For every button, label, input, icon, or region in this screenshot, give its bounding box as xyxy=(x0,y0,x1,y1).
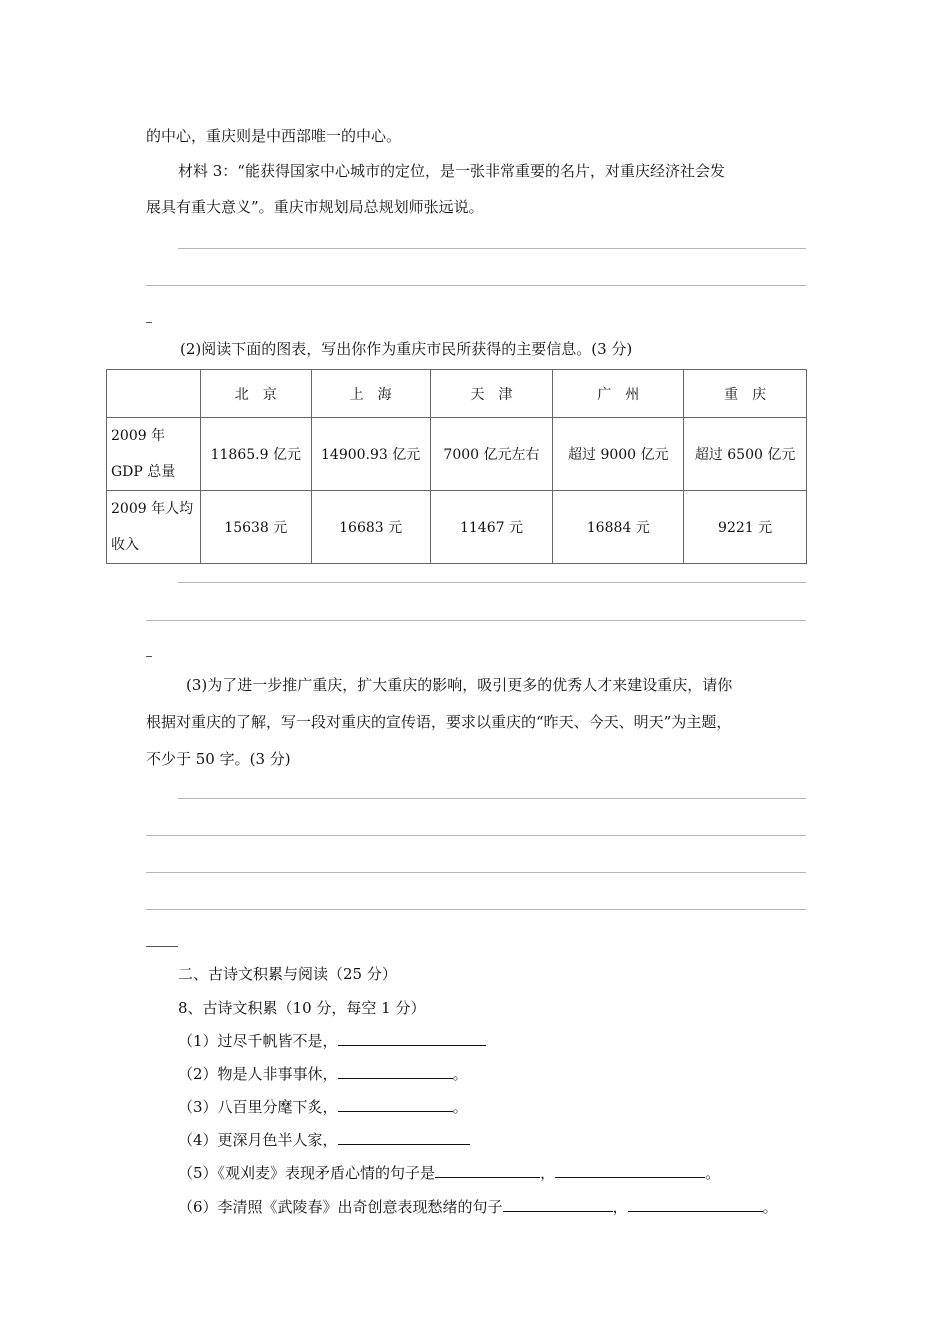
fill-blank[interactable] xyxy=(628,1197,763,1212)
column-header: 重 庆 xyxy=(684,370,807,418)
table-cell: 16683 元 xyxy=(311,491,430,564)
item-end: 。 xyxy=(762,1198,778,1216)
answer-line-end xyxy=(146,946,178,947)
column-header: 天 津 xyxy=(430,370,553,418)
answer-line[interactable] xyxy=(146,285,806,286)
section2-title: 二、古诗文积累与阅读（25 分） xyxy=(178,965,397,983)
material3-line2: 展具有重大意义”。重庆市规划局总规划师张远说。 xyxy=(146,198,484,216)
table-cell: 15638 元 xyxy=(200,491,311,564)
q2-prompt: (2)阅读下面的图表，写出你作为重庆市民所获得的主要信息。(3 分) xyxy=(180,340,633,358)
gdp-table xyxy=(106,369,807,564)
table-cell: 超过 9000 亿元 xyxy=(553,418,684,491)
item-text: 李清照《武陵春》出奇创意表现愁绪的句子 xyxy=(217,1198,503,1216)
item-end: 。 xyxy=(452,1098,468,1116)
row-label: 2009 年 GDP 总量 xyxy=(107,418,201,491)
q3-line3: 不少于 50 字。(3 分) xyxy=(146,750,291,768)
answer-line-end xyxy=(146,656,152,657)
fill-blank[interactable] xyxy=(503,1197,613,1212)
item-separator: ， xyxy=(612,1198,628,1216)
material3-line1: 材料 3：“能获得国家中心城市的定位，是一张非常重要的名片，对重庆经济社会发 xyxy=(178,162,725,180)
answer-line-end xyxy=(146,322,152,323)
table-row xyxy=(107,491,807,564)
poem-item-1 xyxy=(178,1031,486,1051)
table-cell: 11467 元 xyxy=(430,491,553,564)
item-number: （6） xyxy=(178,1198,218,1216)
fill-blank[interactable] xyxy=(555,1163,705,1178)
table-cell: 7000 亿元左右 xyxy=(430,418,553,491)
table-header-row xyxy=(107,370,807,418)
item-number: （4） xyxy=(178,1131,218,1149)
fill-blank[interactable] xyxy=(435,1163,540,1178)
item-text: 八百里分麾下炙， xyxy=(217,1098,338,1116)
fill-blank[interactable] xyxy=(338,1031,486,1046)
item-end: 。 xyxy=(452,1065,468,1083)
poem-item-4 xyxy=(178,1130,470,1150)
item-number: （1） xyxy=(178,1032,218,1050)
poem-item-3 xyxy=(178,1097,468,1117)
answer-line[interactable] xyxy=(178,798,806,799)
item-text: 《观刈麦》表现矛盾心情的句子是 xyxy=(217,1164,436,1182)
table-cell: 11865.9 亿元 xyxy=(200,418,311,491)
q8-title: 8、古诗文积累（10 分，每空 1 分） xyxy=(178,999,426,1017)
poem-item-2 xyxy=(178,1064,468,1084)
poem-item-6 xyxy=(178,1197,778,1217)
item-separator: ， xyxy=(540,1164,556,1182)
fill-blank[interactable] xyxy=(338,1097,453,1112)
table-cell: 14900.93 亿元 xyxy=(311,418,430,491)
fill-blank[interactable] xyxy=(338,1064,453,1079)
item-text: 更深月色半人家， xyxy=(217,1131,338,1149)
row-label: 2009 年人均收入 xyxy=(107,491,201,564)
answer-line[interactable] xyxy=(146,620,806,621)
column-header: 广 州 xyxy=(553,370,684,418)
q3-line2: 根据对重庆的了解，写一段对重庆的宣传语，要求以重庆的“昨天、今天、明天”为主题， xyxy=(146,713,732,731)
table-corner xyxy=(107,370,201,418)
fill-blank[interactable] xyxy=(338,1130,470,1145)
table-cell: 9221 元 xyxy=(684,491,807,564)
item-text: 过尽千帆皆不是， xyxy=(217,1032,338,1050)
answer-line[interactable] xyxy=(146,909,806,910)
q3-line1: (3)为了进一步推广重庆，扩大重庆的影响，吸引更多的优秀人才来建设重庆，请你 xyxy=(186,676,733,694)
answer-line[interactable] xyxy=(146,872,806,873)
item-number: （5） xyxy=(178,1164,218,1182)
item-number: （3） xyxy=(178,1098,218,1116)
answer-line[interactable] xyxy=(146,835,806,836)
table-cell: 16884 元 xyxy=(553,491,684,564)
table-row xyxy=(107,418,807,491)
answer-line[interactable] xyxy=(178,582,806,583)
item-text: 物是人非事事休， xyxy=(217,1065,338,1083)
table-cell: 超过 6500 亿元 xyxy=(684,418,807,491)
column-header: 北 京 xyxy=(200,370,311,418)
poem-item-5 xyxy=(178,1163,720,1183)
answer-line[interactable] xyxy=(178,248,806,249)
material-line-top: 的中心，重庆则是中西部唯一的中心。 xyxy=(146,127,402,145)
column-header: 上 海 xyxy=(311,370,430,418)
item-number: （2） xyxy=(178,1065,218,1083)
item-end: 。 xyxy=(705,1164,721,1182)
